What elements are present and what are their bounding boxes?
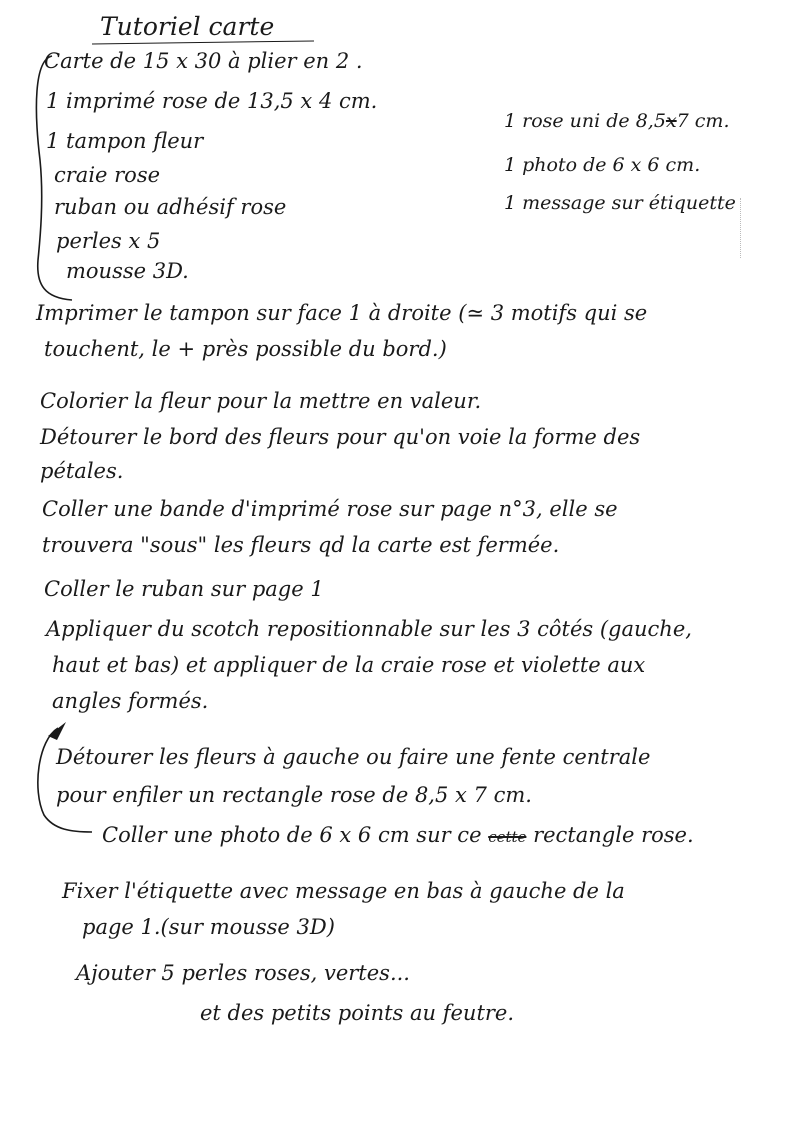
final-step-line: Ajouter 5 perles roses, vertes... [76, 961, 410, 985]
page-title: Tutoriel carte [100, 12, 275, 41]
instruction-line: Appliquer du scotch repositionnable sur les 3 côtés (gauche, [46, 617, 692, 641]
material-item: 1 imprimé rose de 13,5 x 4 cm. [46, 89, 378, 113]
instruction-line: touchent, le + près possible du bord.) [44, 337, 447, 361]
material-item: ruban ou adhésif rose [54, 195, 287, 219]
material-photo: 1 photo de 6 x 6 cm. [504, 154, 701, 176]
instruction-line: Détourer le bord des fleurs pour qu'on voie la forme des [40, 425, 641, 449]
instruction-line: Colorier la fleur pour la mettre en valeur. [40, 389, 482, 413]
instruction-line: Coller une bande d'imprimé rose sur page n°3, elle se [42, 497, 618, 521]
material-item: craie rose [54, 163, 161, 187]
bracket-arrowhead [48, 722, 66, 740]
instruction-line: haut et bas) et appliquer de la craie rose et violette aux [52, 653, 646, 677]
bracket-text: rectangle rose. [533, 823, 694, 847]
bracket-text: Coller une photo de 6 x 6 cm sur ce [102, 823, 482, 847]
instruction-line: Coller le ruban sur page 1 [44, 577, 324, 601]
struck-text: x [665, 110, 677, 132]
material-text: 1 rose uni de 8,5 [504, 110, 666, 132]
material-item: mousse 3D. [66, 259, 189, 283]
faint-mark [740, 198, 741, 258]
bracket-line [102, 822, 694, 850]
material-item: 1 tampon fleur [46, 129, 204, 153]
final-step-line: Fixer l'étiquette avec message en bas à gauche de la [62, 879, 625, 903]
bracket-line: pour enfiler un rectangle rose de 8,5 x 7 cm. [56, 783, 532, 807]
instruction-line: Imprimer le tampon sur face 1 à droite (≃ 3 motifs qui se [36, 301, 648, 325]
material-item: perles x 5 [56, 229, 161, 253]
material-item: Carte de 15 x 30 à plier en 2 . [44, 49, 363, 73]
material-rose-uni [504, 108, 729, 134]
struck-text: cette [488, 828, 527, 846]
instruction-line: angles formés. [52, 689, 209, 713]
instruction-line: pétales. [40, 459, 124, 483]
final-step-line: page 1.(sur mousse 3D) [82, 915, 335, 939]
final-step-line: et des petits points au feutre. [200, 1001, 515, 1025]
material-text: 7 cm. [676, 110, 730, 132]
material-message: 1 message sur étiquette [504, 192, 736, 214]
instruction-line: trouvera "sous" les fleurs qd la carte est fermée. [42, 533, 560, 557]
bracket-line: Détourer les fleurs à gauche ou faire une fente centrale [56, 745, 651, 769]
